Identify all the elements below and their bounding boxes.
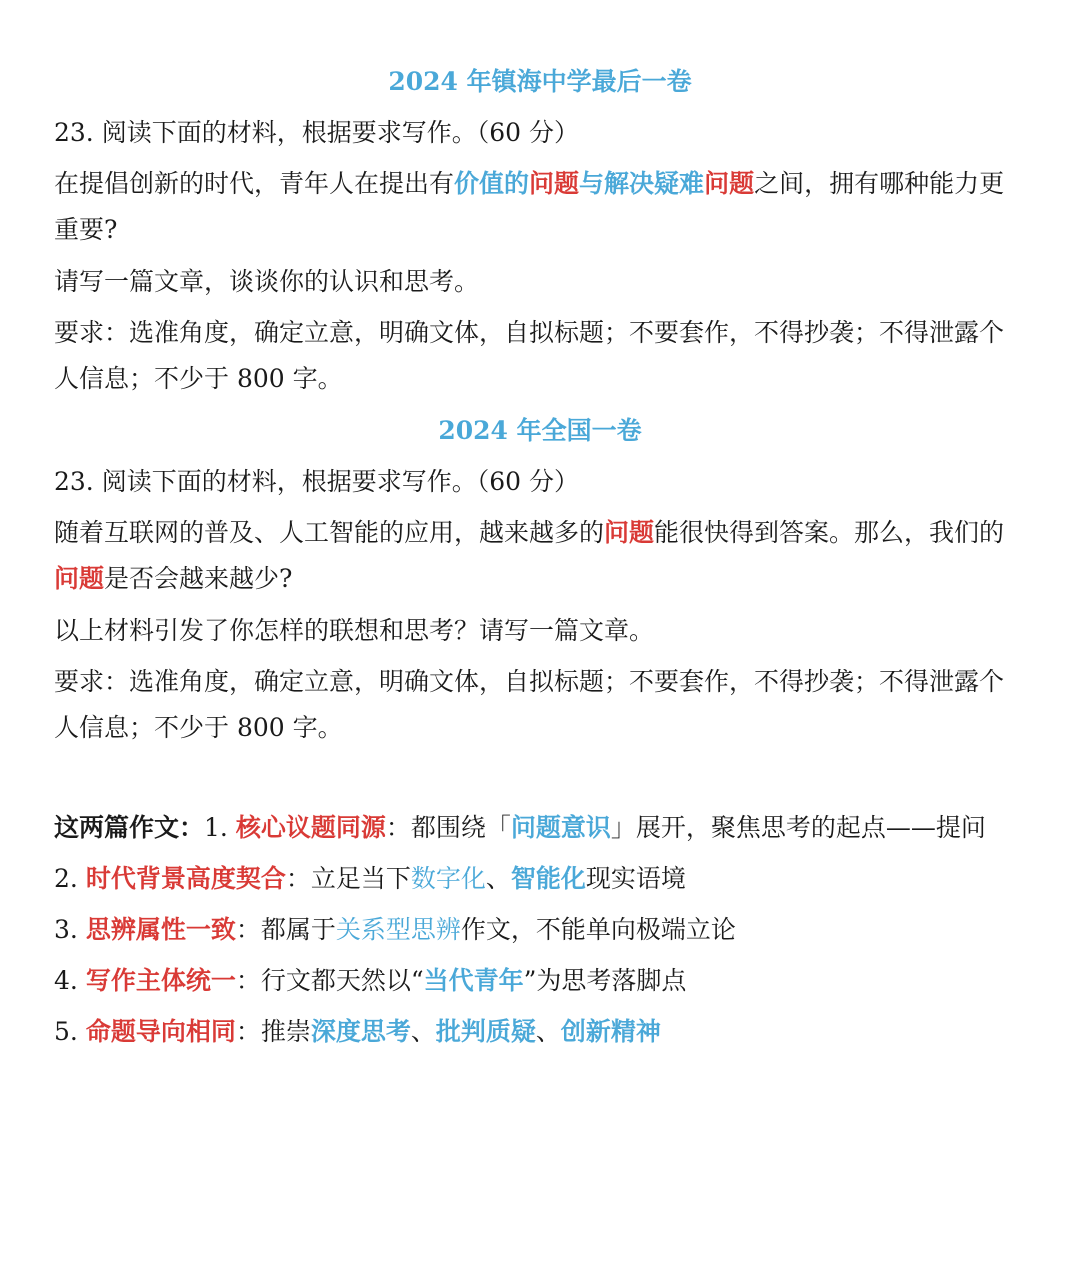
section1-requirements-line2: 人信息；不少于 800 字。: [54, 364, 343, 393]
text-span: 、: [410, 1017, 436, 1046]
summary-item-1: [54, 810, 1044, 846]
summary-item-2: [54, 861, 1044, 897]
text-span: 现实语境: [585, 864, 686, 893]
text-span: 之间，拥有哪种能力更: [754, 169, 1005, 198]
item-heading: 核心议题同源: [235, 813, 386, 842]
highlight-blue: 数字化: [410, 864, 486, 893]
highlight-blue: 问题意识: [510, 813, 611, 842]
section2-question-line: 23. 阅读下面的材料，根据要求写作。（60 分）: [54, 467, 579, 496]
summary-lead: 这两篇作文：: [54, 813, 205, 842]
item-heading: 命题导向相同: [85, 1017, 236, 1046]
highlight-blue: 价值的: [454, 169, 530, 198]
section2-prompt-line1: [54, 515, 1044, 551]
highlight-red: 问题: [604, 518, 655, 547]
section1-question-line: 23. 阅读下面的材料，根据要求写作。（60 分）: [54, 118, 579, 147]
highlight-red: 问题: [54, 564, 105, 593]
text-span: 作文，不能单向极端立论: [460, 915, 736, 944]
text-span: ”为思考落脚点: [523, 966, 687, 995]
item-colon: ：: [235, 915, 261, 944]
section2-title: 2024 年全国一卷: [438, 416, 642, 445]
text-span: 、: [485, 864, 511, 893]
section1-prompt-line2: 重要?: [54, 215, 118, 244]
text-span: 、: [535, 1017, 561, 1046]
highlight-red: 问题: [704, 169, 755, 198]
text-span: 能很快得到答案。那么，我们的: [654, 518, 1005, 547]
item-number: 3.: [54, 915, 78, 944]
item-heading: 写作主体统一: [85, 966, 236, 995]
text-span: 都属于: [260, 915, 336, 944]
summary-item-4: [54, 963, 1044, 999]
highlight-blue: 智能化: [510, 864, 586, 893]
section2-requirements-line2: 人信息；不少于 800 字。: [54, 713, 343, 742]
text-span: 行文都天然以“: [260, 966, 424, 995]
item-colon: ：: [235, 1017, 261, 1046]
text-span: 都围绕「: [410, 813, 511, 842]
section1-prompt-line1: [54, 166, 1044, 202]
text-span: 立足当下: [310, 864, 411, 893]
section2-prompt-line2: [54, 561, 1044, 597]
item-number: 1.: [204, 813, 228, 842]
highlight-blue: 关系型思辨: [335, 915, 461, 944]
section1-title: 2024 年镇海中学最后一卷: [388, 67, 692, 96]
item-number: 5.: [54, 1017, 78, 1046]
item-number: 4.: [54, 966, 78, 995]
item-heading: 思辨属性一致: [85, 915, 236, 944]
item-colon: ：: [285, 864, 311, 893]
text-span: 在提倡创新的时代，青年人在提出有: [54, 169, 455, 198]
highlight-blue: 创新精神: [560, 1017, 661, 1046]
highlight-blue: 当代青年: [423, 966, 524, 995]
text-span: 推崇: [260, 1017, 311, 1046]
highlight-blue: 深度思考: [310, 1017, 411, 1046]
item-colon: ：: [235, 966, 261, 995]
text-span: 」展开，聚焦思考的起点——提问: [610, 813, 986, 842]
highlight-blue: 与解决疑难: [579, 169, 705, 198]
section2-instruction: 以上材料引发了你怎样的联想和思考？请写一篇文章。: [54, 616, 655, 645]
section1-requirements-line1: 要求：选准角度，确定立意，明确文体，自拟标题；不要套作，不得抄袭；不得泄露个: [54, 318, 1005, 347]
highlight-red: 问题: [529, 169, 580, 198]
text-span: 随着互联网的普及、人工智能的应用，越来越多的: [54, 518, 605, 547]
text-span: 是否会越来越少?: [104, 564, 293, 593]
summary-item-5: [54, 1014, 1044, 1050]
item-heading: 时代背景高度契合: [85, 864, 286, 893]
item-number: 2.: [54, 864, 78, 893]
highlight-blue: 批判质疑: [435, 1017, 536, 1046]
item-colon: ：: [385, 813, 411, 842]
summary-item-3: [54, 912, 1044, 948]
section1-instruction: 请写一篇文章，谈谈你的认识和思考。: [54, 267, 480, 296]
section2-requirements-line1: 要求：选准角度，确定立意，明确文体，自拟标题；不要套作，不得抄袭；不得泄露个: [54, 667, 1005, 696]
